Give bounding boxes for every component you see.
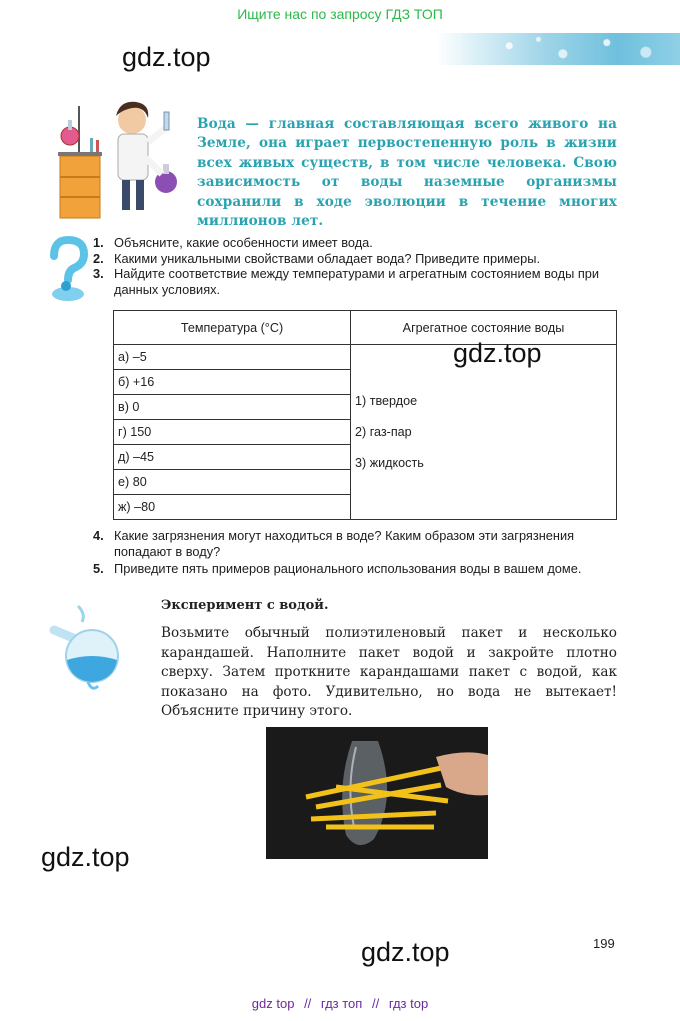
states-cell — [351, 345, 617, 520]
question-number: 3. — [93, 266, 104, 282]
temp-cell: е) 80 — [114, 470, 351, 495]
watermark-bottom: gdz.top — [361, 937, 450, 967]
experiment-title: Эксперимент с водой. — [161, 598, 329, 613]
temp-cell: б) +16 — [114, 370, 351, 395]
header-state: Агрегатное состояние воды — [351, 311, 617, 345]
watermark-left: gdz.top — [41, 842, 130, 872]
temp-cell: г) 150 — [114, 420, 351, 445]
top-banner[interactable]: Ищите нас по запросу ГДЗ ТОП — [237, 6, 443, 22]
temp-cell: ж) –80 — [114, 495, 351, 520]
question-text: Какими уникальными свойствами обладает вода? Приведите примеры. — [114, 250, 541, 266]
question-number: 2. — [93, 250, 104, 266]
state-item: 1) твердое — [355, 393, 418, 408]
intro-text: Вода — главная составляющая всего живого на Земле, она играет первостепенную роль в жизни всех живых существ, в том числе человека. Свою зависимость от воды наземные организмы сохранили в ходе эволюции в течение многих миллионов лет. — [197, 116, 617, 230]
footer-link-gdz-top-mixed[interactable]: гдз top — [388, 996, 429, 1011]
question-list-2 — [93, 528, 618, 577]
question-5 — [93, 561, 618, 577]
question-text: Приведите пять примеров рационального использования воды в вашем доме. — [114, 561, 582, 577]
footer-link-gdz-top[interactable]: gdz top — [251, 996, 295, 1011]
question-number: 1. — [93, 235, 104, 250]
question-1 — [93, 235, 618, 251]
scientist-illustration — [52, 98, 184, 220]
question-4 — [93, 528, 618, 559]
watermark-top: gdz.top — [122, 42, 211, 72]
footer-links — [0, 996, 680, 1011]
footer-separator: // — [371, 996, 380, 1011]
question-text: Какие загрязнения могут находиться в воде? Каким образом эти загрязнения попадают в воду? — [114, 528, 575, 559]
header-water-strip — [436, 33, 680, 65]
question-text: Объясните, какие особенности имеет вода. — [114, 235, 373, 250]
temp-cell: д) –45 — [114, 445, 351, 470]
flask-icon — [48, 600, 122, 694]
header-temperature: Температура (°C) — [114, 311, 351, 345]
footer-link-gdz-top-ru[interactable]: гдз топ — [320, 996, 363, 1011]
question-3 — [93, 266, 618, 297]
state-item: 3) жидкость — [355, 455, 424, 470]
question-list-1 — [93, 235, 618, 297]
temp-cell: в) 0 — [114, 395, 351, 420]
question-2 — [93, 251, 618, 267]
experiment-photo — [266, 727, 488, 859]
question-number: 5. — [93, 561, 104, 577]
page-number: 199 — [593, 936, 615, 951]
question-text: Найдите соответствие между температурами и агрегатным состоянием воды при данных условиях. — [114, 266, 600, 297]
question-mark-icon — [46, 236, 90, 302]
question-number: 4. — [93, 528, 104, 543]
experiment-body: Возьмите обычный полиэтиленовый пакет и несколько карандашей. Наполните пакет водой и закройте плотно сверху. Затем проткните карандашами пакет с водой, как показано на фото. Удивительно, но вода не вытекает! Объясните причину этого. — [161, 625, 617, 720]
temp-cell: а) –5 — [114, 345, 351, 370]
state-item: 2) газ-пар — [355, 424, 412, 439]
footer-separator: // — [304, 996, 312, 1011]
watermark-table: gdz.top — [453, 338, 542, 368]
